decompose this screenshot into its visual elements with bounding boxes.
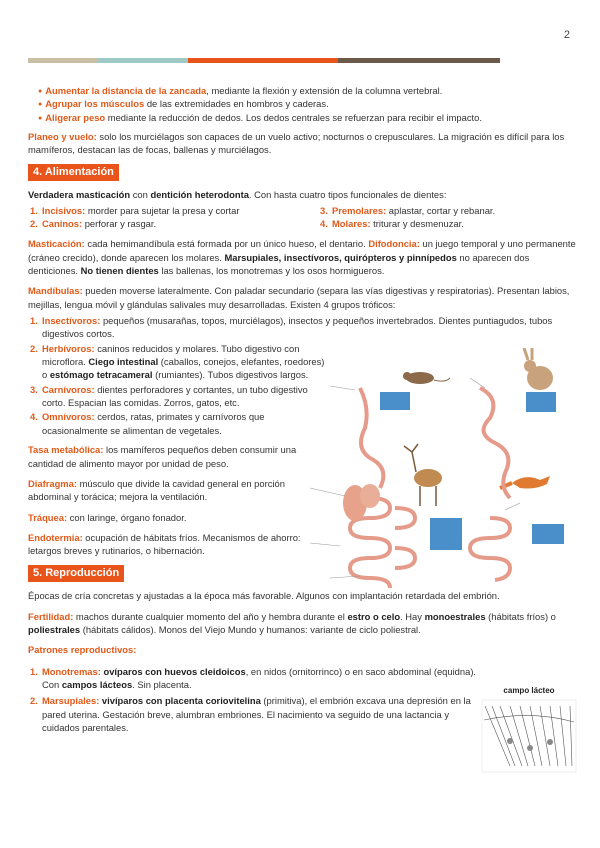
tasa-paragraph: Tasa metabólica: los mamíferos pequeños deben consumir una cantidad de alimento mayor por unidad de peso. — [28, 444, 297, 469]
list-item: 4. Omnívoros: cerdos, ratas, primates y carnívoros que ocasionalmente se alimentan de vegetales. — [30, 411, 265, 436]
campo-lacteo-icon — [480, 696, 578, 774]
mandibulas-paragraph: Mandíbulas: pueden moverse lateralmente. Con paladar secundario (separa las vías digestivas y respiratorias). Presentan labios, mejillas, lengua móvil y glándulas salivales muy desarrolladas. Existen 4 grupos tróficos: — [28, 285, 570, 310]
diafragma-paragraph: Diafragma: músculo que divide la cavidad general en porción abdominal y torácica; mejora la ventilación. — [28, 477, 285, 503]
header-bar-2 — [98, 58, 188, 63]
reproductive-patterns-list — [28, 665, 478, 735]
list-item: 1. Monotremas: ovíparos con huevos cleidoicos, en nidos (ornitorrinco) o en saco abdominal (equidna). Con campos lácteos. Sin placenta. — [30, 665, 477, 690]
list-item: ● Aligerar peso mediante la reducción de dedos. Los dedos centrales se refuerzan para recibir el impacto. — [38, 111, 576, 124]
endotermia-paragraph: Endotermia: ocupación de hábitats fríos. Mecanismos de ahorro: letargos breves y rutinarios, o hibernación. — [28, 531, 301, 557]
patrones-label: Patrones reproductivos: — [28, 644, 137, 656]
digestive-tracts-illustration — [300, 348, 570, 616]
list-item: 2. Caninos: perforar y rasgar. — [30, 218, 157, 230]
locomotion-bullets — [38, 84, 576, 124]
header-bar-3 — [188, 58, 338, 63]
list-item: 2. Herbívoros: caninos reducidos y molares. Tubo digestivo con microflora. Ciego intestinal (caballos, conejos, elefantes, roedores) o estómago tetracameral (rumiantes). Tubos digestivos largos. — [30, 342, 325, 381]
header-bar-4 — [338, 58, 500, 63]
planeo-paragraph: Planeo y vuelo: solo los murciélagos son capaces de un vuelo activo; nocturnos o crepusculares. La migración es difícil para los mamíferos, destacan las de focas, ballenas y murciélagos. — [28, 131, 565, 156]
epocas-paragraph: Épocas de cría concretas y ajustadas a la época más favorable. Algunos con implantación retardada del embrión. — [28, 590, 500, 602]
list-item: 3. Carnívoros: dientes perforadores y cortantes, un tubo digestivo corto. Espacian las comidas. Zorros, gatos, etc. — [30, 383, 308, 409]
teeth-list — [28, 204, 576, 231]
list-item: 2. Marsupiales: vivíparos con placenta coriovitelina (primitiva), el embrión excava una depresión en la pared uterina. Gestación breve, alumbran embriones. El nacimiento va seguido de una lactancia y cuidados parentales. — [30, 695, 471, 733]
header-bar-1 — [28, 58, 98, 63]
section-title-reproduccion: 5. Reproducción — [28, 565, 124, 583]
list-item: 4. Molares: triturar y desmenuzar. — [320, 218, 464, 230]
section-title-alimentacion: 4. Alimentación — [28, 164, 119, 182]
fertilidad-paragraph: Fertilidad: machos durante cualquier momento del año y hembra durante el estro o celo. Hay monoestrales (hábitats fríos) o poliestrales (hábitats cálidos). Monos del Viejo Mundo y humanos: variante de ciclo poliestral. — [28, 610, 556, 635]
campo-lacteo-label: campo lácteo — [503, 686, 555, 695]
list-item: 1. Insectívoros: pequeños (musarañas, topos, murciélagos), insectos y pequeños invertebrados. Dientes puntiagudos, tubos digestivos cortos. — [30, 315, 553, 340]
list-item: ● Agrupar los músculos de las extremidades en hombros y caderas. — [38, 97, 576, 110]
page-number: 2 — [563, 29, 570, 41]
traquea-paragraph: Tráquea: con laringe, órgano fonador. — [28, 511, 187, 523]
list-item: 3. Premolares: aplastar, cortar y rebanar. — [320, 204, 496, 216]
masticacion-paragraph: Masticación: cada hemimandíbula está formada por un único hueso, el dentario. Difodoncia: un juego temporal y uno permanente (cráneo crecido), donde aparecen los molares. Marsupiales, insectívoros, quirópteros y pinnípedos no aparecen dos denticiones. No tienen dientes las ballenas, los monotremas y los osos hormigueros. — [28, 238, 576, 277]
list-item: ● Aumentar la distancia de la zancada, mediante la flexión y extensión de la columna vertebral. — [38, 84, 576, 97]
list-item: 1. Incisivos: morder para sujetar la presa y cortar — [30, 204, 240, 216]
campo-lacteo-illustration — [480, 685, 578, 773]
alimentacion-intro: Verdadera masticación con dentición heterodonta. Con hasta cuatro tipos funcionales de dientes: — [28, 189, 447, 201]
digestive-tracts-icon — [300, 348, 570, 616]
